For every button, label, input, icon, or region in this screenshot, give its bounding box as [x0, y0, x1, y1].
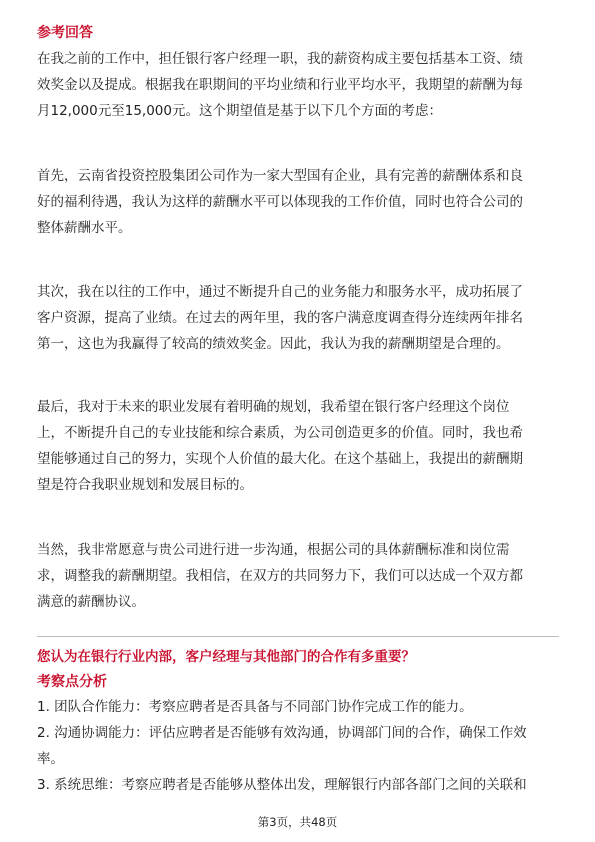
paragraph-line: 求，调整我的薪酬期望。我相信，在双方的共同努力下，我们可以达成一个双方都	[37, 568, 523, 584]
paragraph-line: 第一，这也为我赢得了较高的绩效奖金。因此，我认为我的薪酬期望是合理的。	[37, 336, 510, 352]
paragraph-line: 客户资源，提高了业绩。在过去的两年里，我的客户满意度调查得分连续两年排名	[37, 310, 523, 326]
answer-paragraph-5	[37, 537, 561, 615]
list-item: 率。	[37, 751, 64, 767]
paragraph-line: 上，不断提升自己的专业技能和综合素质，为公司创造更多的价值。同时，我也希	[37, 425, 523, 441]
paragraph-line: 效奖金以及提成。根据我在职期间的平均业绩和行业平均水平，我期望的薪酬为每	[37, 77, 523, 93]
analysis-list	[37, 694, 561, 798]
paragraph-line: 好的福利待遇，我认为这样的薪酬水平可以体现我的工作价值，同时也符合公司的	[37, 194, 523, 210]
question-title: 您认为在银行行业内部，客户经理与其他部门的合作有多重要？	[37, 649, 415, 665]
list-item: 3. 系统思维：考察应聘者是否能够从整体出发，理解银行内部各部门之间的关联和	[37, 777, 527, 793]
section-divider	[37, 636, 559, 637]
paragraph-line: 满意的薪酬协议。	[37, 594, 145, 610]
answer-heading: 参考回答	[37, 25, 93, 41]
paragraph-line: 望能够通过自己的努力，实现个人价值的最大化。在这个基础上，我提出的薪酬期	[37, 451, 523, 467]
paragraph-line: 首先，云南省投资控股集团公司作为一家大型国有企业，具有完善的薪酬体系和良	[37, 168, 523, 184]
answer-paragraph-3	[37, 279, 561, 357]
answer-paragraph-2	[37, 163, 561, 241]
paragraph-line: 望是符合我职业规划和发展目标的。	[37, 477, 253, 493]
analysis-heading: 考察点分析	[37, 674, 107, 690]
paragraph-line: 其次，我在以往的工作中，通过不断提升自己的业务能力和服务水平，成功拓展了	[37, 284, 523, 300]
paragraph-line: 在我之前的工作中，担任银行客户经理一职，我的薪资构成主要包括基本工资、绩	[37, 51, 523, 67]
paragraph-line: 整体薪酬水平。	[37, 220, 132, 236]
paragraph-line: 月12,000元至15,000元。这个期望值是基于以下几个方面的考虑：	[37, 103, 442, 119]
paragraph-line: 当然，我非常愿意与贵公司进行进一步沟通，根据公司的具体薪酬标准和岗位需	[37, 542, 510, 558]
list-item: 1. 团队合作能力：考察应聘者是否具备与不同部门协作完成工作的能力。	[37, 699, 473, 715]
page-number: 第3页，共48页	[257, 815, 338, 829]
answer-paragraph-4	[37, 394, 561, 498]
answer-paragraph-1	[37, 46, 561, 124]
list-item: 2. 沟通协调能力：评估应聘者是否能够有效沟通，协调部门间的合作，确保工作效	[37, 725, 527, 741]
paragraph-line: 最后，我对于未来的职业发展有着明确的规划，我希望在银行客户经理这个岗位	[37, 399, 510, 415]
